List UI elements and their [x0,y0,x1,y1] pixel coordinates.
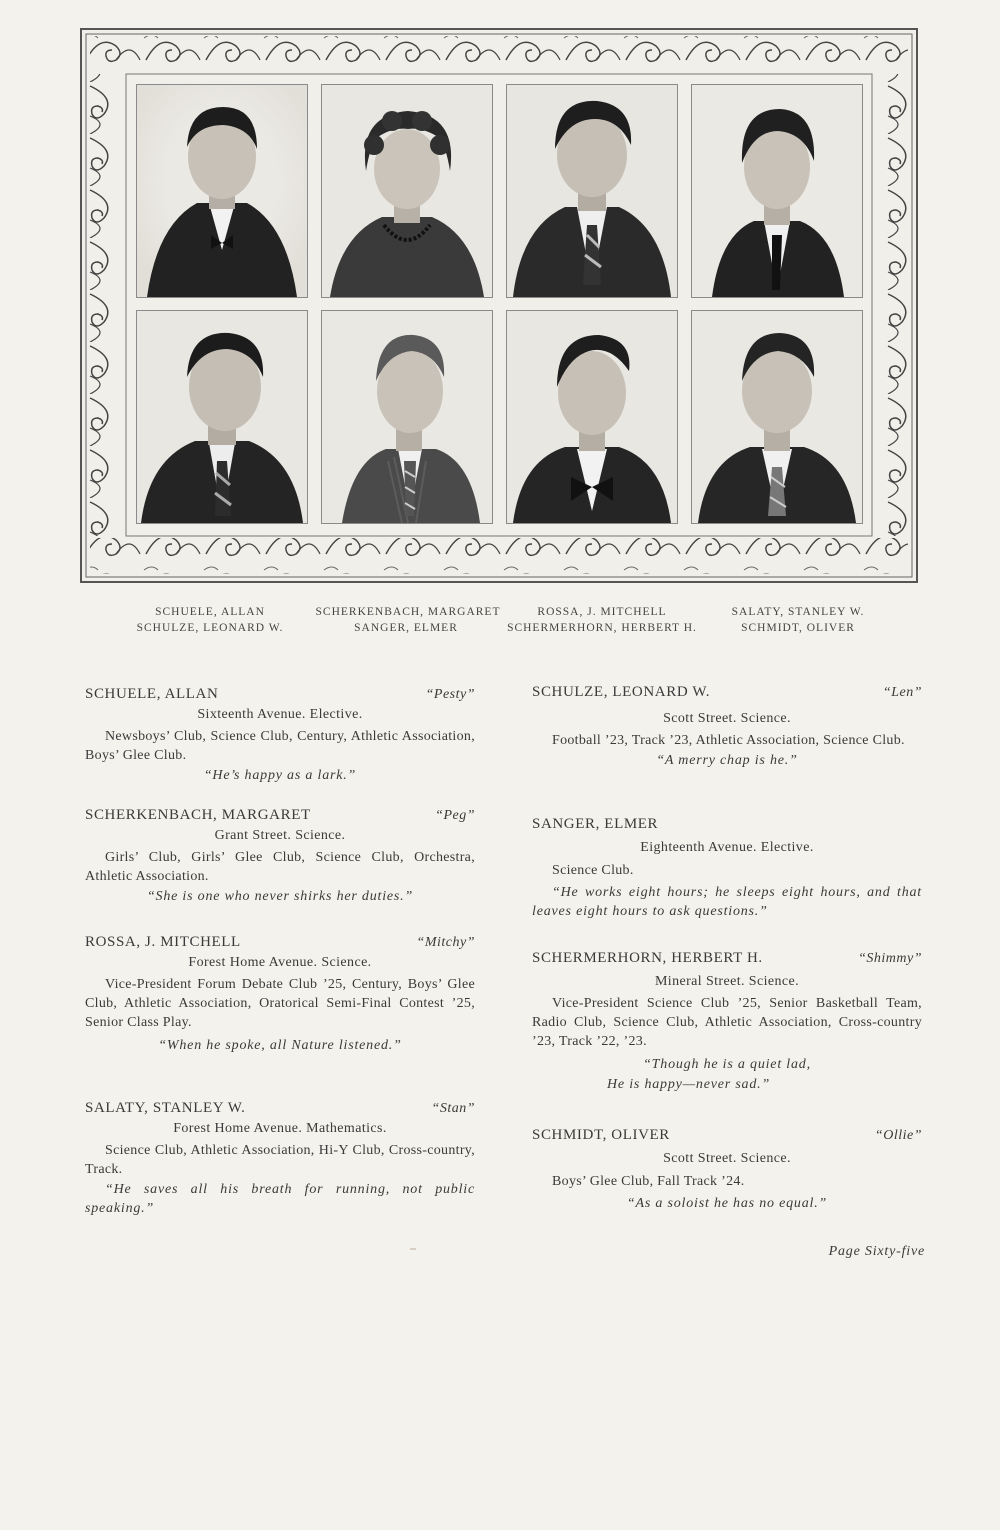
bio-address: Eighteenth Avenue. Elective. [640,840,814,855]
bio-activities: Newsboys’ Club, Science Club, Century, Athletic Association, Boys’ Glee Club. [85,729,475,763]
bio-activities: Vice-President Science Club ’25, Senior Basketball Team, Radio Club, Science Club, Athletic Association, Cross-country ’23, Track ’22, ’23. [532,996,922,1049]
bio-address: Forest Home Avenue. Mathematics. [173,1121,387,1136]
bio-schulze-leonard-w [532,683,922,770]
bio-nickname: “Ollie” [874,1128,922,1143]
portrait-salaty-stanley-w [691,84,863,298]
bio-name: SANGER, ELMER [532,816,659,832]
bio-sanger-elmer [532,815,922,921]
bio-nickname: “Stan” [431,1101,475,1116]
bio-address: Scott Street. Science. [663,1151,791,1166]
portrait-schmidt-oliver [691,310,863,524]
bio-nickname: “Peg” [435,808,475,823]
bio-activities: Science Club. [552,863,634,878]
bio-nickname: “Len” [882,685,922,700]
caption-row1-col2: SCHERKENBACH, MARGARET [315,606,501,618]
bio-nickname: “Pesty” [425,687,475,702]
bio-schermerhorn-herbert-h [532,949,922,1094]
bio-name: SCHERKENBACH, MARGARET [85,807,311,823]
bio-name: SCHUELE, ALLAN [85,686,219,702]
bio-quote: “He works eight hours; he sleeps eight hours, and that leaves eight hours to ask questions.” [532,885,922,919]
bio-address: Sixteenth Avenue. Elective. [197,707,363,722]
caption-row2-col3: SCHERMERHORN, HERBERT H. [507,622,697,634]
portrait-rossa-j-mitchell [506,84,678,298]
portrait-panel [80,28,918,583]
caption-row2-col1: SCHULZE, LEONARD W. [136,622,284,634]
paper-speck [410,1248,416,1250]
bio-name: SCHMIDT, OLIVER [532,1127,670,1143]
bio-quote: “He’s happy as a lark.” [203,768,357,783]
bio-activities: Girls’ Club, Girls’ Glee Club, Science Club, Orchestra, Athletic Association. [85,850,475,884]
bio-salaty-stanley-w [85,1099,475,1218]
bio-address: Scott Street. Science. [663,711,791,726]
portrait-schulze-leonard-w [136,310,308,524]
portrait-sanger-elmer [321,310,493,524]
bio-activities: Vice-President Forum Debate Club ’25, Century, Boys’ Glee Club, Athletic Association, Oratorical Semi-Final Contest ’25, Senior Class Play. [85,977,475,1030]
bio-quote: “When he spoke, all Nature listened.” [158,1038,402,1053]
caption-row1-col1: SCHUELE, ALLAN [155,606,265,618]
bio-quote: “As a soloist he has no equal.” [626,1196,828,1211]
bio-quote: “A merry chap is he.” [656,753,798,768]
bio-name: SCHULZE, LEONARD W. [532,684,711,700]
bio-nickname: “Shimmy” [858,951,922,966]
bio-address: Grant Street. Science. [214,828,346,843]
caption-row2-col4: SCHMIDT, OLIVER [741,622,855,634]
caption-row1-col4: SALATY, STANLEY W. [731,606,865,618]
caption-row1-col3: ROSSA, J. MITCHELL [537,606,667,618]
bio-activities: Football ’23, Track ’23, Athletic Association, Science Club. [552,733,905,748]
bio-activities: Boys’ Glee Club, Fall Track ’24. [552,1174,745,1189]
bio-schmidt-oliver [532,1126,922,1213]
bio-name: SALATY, STANLEY W. [85,1100,246,1116]
bio-name: SCHERMERHORN, HERBERT H. [532,950,763,966]
bio-schuele-allan [85,685,475,785]
bio-quote: “She is one who never shirks her duties.” [146,889,414,904]
bio-rossa-j-mitchell [85,933,475,1055]
bio-quote-line-2: He is happy—never sad.” [607,1077,771,1092]
bio-address: Forest Home Avenue. Science. [188,955,372,970]
bio-quote: “He saves all his breath for running, not public speaking.” [85,1182,475,1216]
portrait-scherkenbach-margaret [321,84,493,298]
bio-activities: Science Club, Athletic Association, Hi-Y Club, Cross-country, Track. [85,1143,475,1177]
portrait-schermerhorn-herbert-h [506,310,678,524]
caption-row2-col2: SANGER, ELMER [354,622,458,634]
bio-nickname: “Mitchy” [416,935,475,950]
bio-name: ROSSA, J. MITCHELL [85,934,241,950]
bio-address: Mineral Street. Science. [654,974,800,989]
bio-scherkenbach-margaret [85,806,475,906]
portrait-schuele-allan [136,84,308,298]
page-number: Page Sixty-five [828,1244,925,1259]
bio-quote-line-1: “Though he is a quiet lad, [643,1057,811,1072]
